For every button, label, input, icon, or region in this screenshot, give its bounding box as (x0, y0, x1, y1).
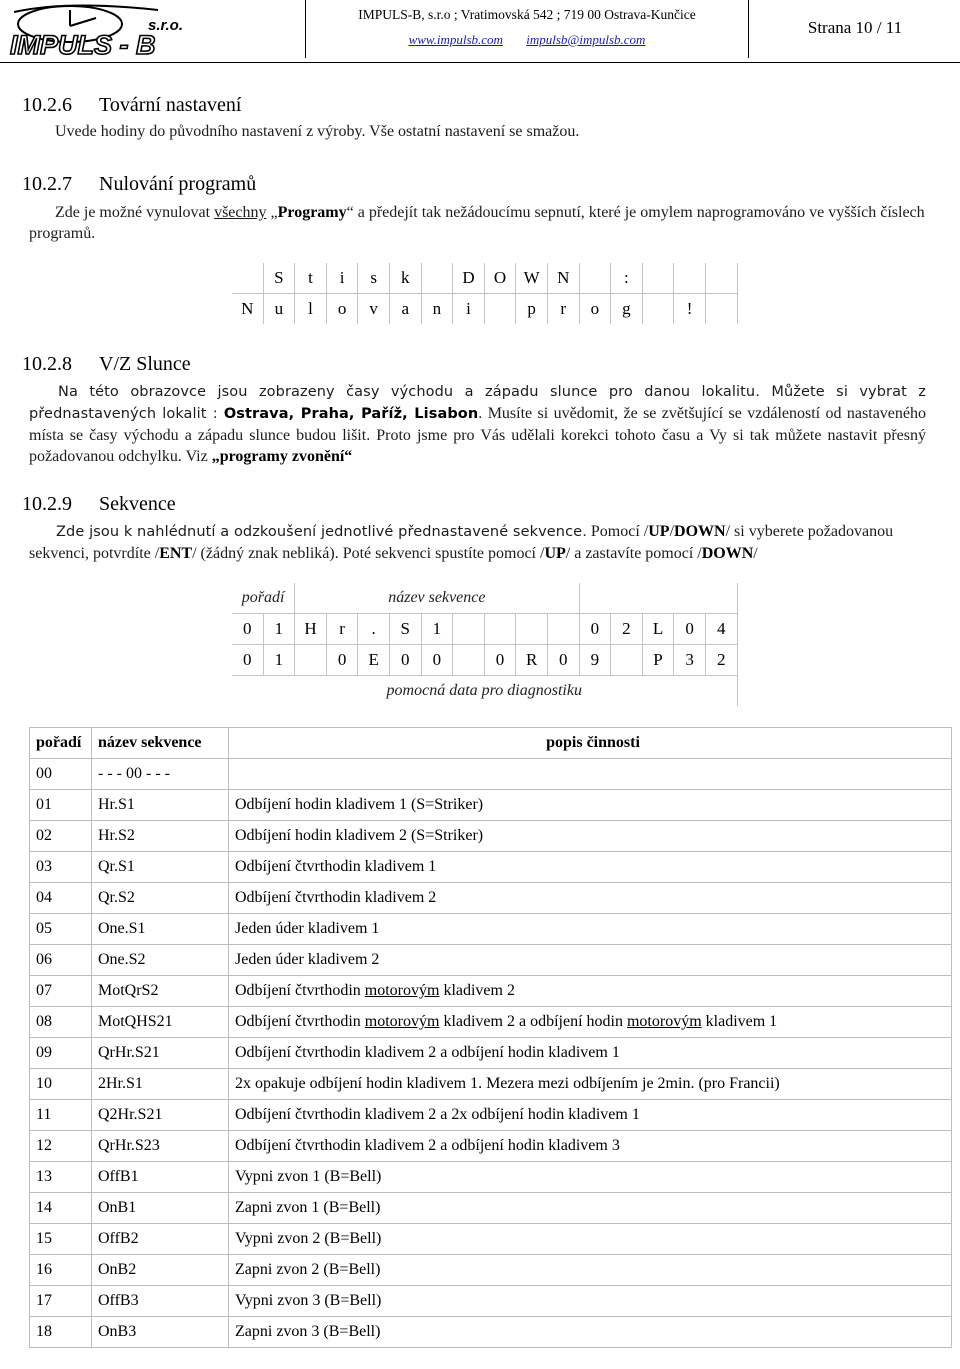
cell-order: 05 (30, 914, 92, 945)
cell-sequence-name: OffB1 (92, 1162, 229, 1193)
table-row (30, 1131, 952, 1162)
underlined-word: motorovým (364, 1013, 440, 1030)
cell-sequence-name: - - - 00 - - - (92, 759, 229, 790)
cell-order: 09 (30, 1038, 92, 1069)
display-cell: S (389, 614, 421, 645)
display-cell (705, 294, 737, 325)
display-cell (611, 645, 643, 676)
cell-sequence-name: Hr.S1 (92, 790, 229, 821)
table-row (30, 1162, 952, 1193)
cell-sequence-name: 2Hr.S1 (92, 1069, 229, 1100)
display-label-row (232, 676, 737, 707)
display-cell: 0 (484, 645, 516, 676)
section-text: Zde jsou k nahlédnutí a odzkoušení jednotlivé přednastavené sekvence. Pomocí /UP/DOWN/ si vyberete požadovanou sekvenci, potvrdíte /ENT/ (žádný znak nebliká). Poté sekvenci spustíte pomocí /UP/ a zastavíte pomocí /DOWN/ (29, 523, 894, 562)
cell-description (229, 759, 952, 790)
cell-sequence-name: Qr.S2 (92, 883, 229, 914)
cell-description: Odbíjení čtvrthodin kladivem 1 (229, 852, 952, 883)
cell-description: Odbíjení hodin kladivem 2 (S=Striker) (229, 821, 952, 852)
cell-description: Zapni zvon 2 (B=Bell) (229, 1255, 952, 1286)
display-cell: n (421, 294, 453, 325)
display-cell: s (358, 263, 390, 294)
cell-sequence-name: OffB2 (92, 1224, 229, 1255)
display-cell (579, 263, 611, 294)
cell-description: Odbíjení čtvrthodin motorovým kladivem 2 a odbíjení hodin motorovým kladivem 1 (229, 1007, 952, 1038)
cell-sequence-name: MotQHS21 (92, 1007, 229, 1038)
cell-order: 06 (30, 945, 92, 976)
cell-description: Zapni zvon 3 (B=Bell) (229, 1317, 952, 1348)
cell-order: 12 (30, 1131, 92, 1162)
display-label-row (232, 583, 737, 614)
display-cell (484, 614, 516, 645)
cell-sequence-name: OnB2 (92, 1255, 229, 1286)
label-sequence-name: název sekvence (295, 583, 579, 614)
table-row (30, 1069, 952, 1100)
email-link[interactable]: impulsb@impulsb.com (526, 32, 646, 47)
header-sequence-name: název sekvence (92, 728, 229, 759)
display-cell: L (642, 614, 674, 645)
header-divider (748, 0, 749, 58)
page-header (0, 0, 960, 62)
cell-sequence-name: One.S1 (92, 914, 229, 945)
table-row (30, 1193, 952, 1224)
display-cell (421, 263, 453, 294)
display-cell (705, 263, 737, 294)
display-cell: W (516, 263, 548, 294)
display-cell (674, 263, 706, 294)
display-cell (453, 614, 485, 645)
display-cell: N (547, 263, 579, 294)
label-order: pořadí (232, 583, 295, 614)
header-order: pořadí (30, 728, 92, 759)
cell-order: 08 (30, 1007, 92, 1038)
table-row (30, 1038, 952, 1069)
section-text: Uvede hodiny do původního nastavení z výroby. Vše ostatní nastavení se smažou. (55, 123, 580, 140)
display-cell: . (358, 614, 390, 645)
cell-description: Odbíjení čtvrthodin kladivem 2 a odbíjení hodin kladivem 3 (229, 1131, 952, 1162)
display-cell: S (263, 263, 295, 294)
page-number: Strana 10 / 11 (807, 18, 903, 37)
cell-sequence-name: One.S2 (92, 945, 229, 976)
cell-description: Vypni zvon 1 (B=Bell) (229, 1162, 952, 1193)
cell-description: Odbíjení hodin kladivem 1 (S=Striker) (229, 790, 952, 821)
display-cell (453, 645, 485, 676)
cell-order: 15 (30, 1224, 92, 1255)
cell-sequence-name: OnB3 (92, 1317, 229, 1348)
cell-description: Jeden úder kladivem 1 (229, 914, 952, 945)
table-row (30, 976, 952, 1007)
cell-description: Vypni zvon 2 (B=Bell) (229, 1224, 952, 1255)
table-header-row (30, 728, 952, 759)
display-cell: 1 (421, 614, 453, 645)
display-cell: 0 (547, 645, 579, 676)
underlined-word: motorovým (626, 1013, 702, 1030)
display-cell: o (579, 294, 611, 325)
section-text: Zde je možné vynulovat všechny „Programy“ a předejít tak nežádoucímu sepnutí, které je omylem naprogramováno ve vyšších číslech programů. (29, 204, 925, 242)
display-cell: a (389, 294, 421, 325)
cell-sequence-name: QrHr.S23 (92, 1131, 229, 1162)
section-number: 10.2.9 (22, 493, 72, 515)
cell-sequence-name: Qr.S1 (92, 852, 229, 883)
company-address: IMPULS-B, s.r.o ; Vratimovská 542 ; 719 00 Ostrava-Kunčice (358, 7, 696, 22)
label-diagnostics: pomocná data pro diagnostiku (232, 676, 737, 707)
underlined-word: motorovým (364, 982, 440, 999)
cell-description: Jeden úder kladivem 2 (229, 945, 952, 976)
display-cell: N (232, 294, 263, 325)
display-cell: 1 (263, 614, 295, 645)
display-cell (516, 614, 548, 645)
display-cell: g (611, 294, 643, 325)
cell-order: 00 (30, 759, 92, 790)
display-cell: 0 (579, 614, 611, 645)
section-title: Sekvence (99, 493, 176, 515)
display-cell: 0 (421, 645, 453, 676)
display-cell (642, 263, 674, 294)
display-cell: p (516, 294, 548, 325)
cell-description: Odbíjení čtvrthodin motorovým kladivem 2 (229, 976, 952, 1007)
header-rule (0, 62, 960, 63)
cell-order: 03 (30, 852, 92, 883)
display-cell: 0 (674, 614, 706, 645)
display-sequence (232, 583, 738, 706)
display-cell: 0 (326, 645, 358, 676)
display-cell: r (326, 614, 358, 645)
table-row (30, 1317, 952, 1348)
display-cell: R (516, 645, 548, 676)
cell-sequence-name: Q2Hr.S21 (92, 1100, 229, 1131)
display-cell: 3 (674, 645, 706, 676)
table-row (30, 1255, 952, 1286)
table-row (30, 821, 952, 852)
table-row (30, 1100, 952, 1131)
display-cell: H (295, 614, 327, 645)
display-cell (295, 645, 327, 676)
cell-order: 18 (30, 1317, 92, 1348)
table-row (30, 790, 952, 821)
display-cell: : (611, 263, 643, 294)
display-cell: v (358, 294, 390, 325)
cell-order: 07 (30, 976, 92, 1007)
logo-text: IMPULS - B (10, 30, 156, 58)
display-clear-programs (232, 263, 738, 324)
display-row (232, 645, 737, 676)
display-cell (484, 294, 516, 325)
cell-description: Odbíjení čtvrthodin kladivem 2 (229, 883, 952, 914)
display-cell: 9 (579, 645, 611, 676)
cell-sequence-name: MotQrS2 (92, 976, 229, 1007)
table-row (30, 883, 952, 914)
cell-order: 01 (30, 790, 92, 821)
display-cell: P (642, 645, 674, 676)
display-cell: E (358, 645, 390, 676)
cell-description: Odbíjení čtvrthodin kladivem 2 a 2x odbíjení hodin kladivem 1 (229, 1100, 952, 1131)
display-cell: 4 (705, 614, 737, 645)
sequence-table (29, 727, 952, 1348)
display-cell: ! (674, 294, 706, 325)
section-number: 10.2.7 (22, 173, 72, 195)
cell-description: Odbíjení čtvrthodin kladivem 2 a odbíjení hodin kladivem 1 (229, 1038, 952, 1069)
display-cell: O (484, 263, 516, 294)
display-cell: k (389, 263, 421, 294)
table-row (30, 945, 952, 976)
display-row (232, 294, 737, 325)
cell-sequence-name: OffB3 (92, 1286, 229, 1317)
display-cell: o (326, 294, 358, 325)
cell-sequence-name: Hr.S2 (92, 821, 229, 852)
display-row (232, 614, 737, 645)
display-cell: 0 (232, 645, 263, 676)
table-row (30, 1224, 952, 1255)
display-cell: i (453, 294, 485, 325)
impuls-b-logo (8, 4, 202, 58)
website-link[interactable]: www.impulsb.com (408, 32, 503, 47)
section-text: Na této obrazovce jsou zobrazeny časy východu a západu slunce pro danou lokalitu. Můžete si vybrat z přednastavených lokalit : Ostrava, Praha, Paříž, Lisabon. Musíte si uvědomit, že se zvětšující se vzdáleností od nastaveného místa se časy východu a západu slunce budou lišit. Proto jsme pro Vás udělali korekci tohoto času a Vy si tak můžete nastavit přesný požadovanou odchylku. Viz „programy zvonění“ (29, 384, 927, 465)
display-row (232, 263, 737, 294)
cell-order: 14 (30, 1193, 92, 1224)
display-cell (232, 263, 263, 294)
cell-order: 10 (30, 1069, 92, 1100)
table-row (30, 759, 952, 790)
header-links (306, 32, 748, 48)
display-cell (642, 294, 674, 325)
display-cell: l (295, 294, 327, 325)
cell-order: 16 (30, 1255, 92, 1286)
cell-order: 04 (30, 883, 92, 914)
cell-order: 02 (30, 821, 92, 852)
cell-sequence-name: OnB1 (92, 1193, 229, 1224)
cell-sequence-name: QrHr.S21 (92, 1038, 229, 1069)
cell-order: 11 (30, 1100, 92, 1131)
header-description: popis činnosti (229, 728, 952, 759)
section-title: Tovární nastavení (99, 94, 242, 116)
cell-order: 13 (30, 1162, 92, 1193)
display-cell: r (547, 294, 579, 325)
display-cell: 2 (611, 614, 643, 645)
display-cell: u (263, 294, 295, 325)
cell-description: Zapni zvon 1 (B=Bell) (229, 1193, 952, 1224)
display-cell (547, 614, 579, 645)
section-number: 10.2.8 (22, 353, 72, 375)
display-cell: 0 (232, 614, 263, 645)
table-row (30, 852, 952, 883)
display-cell: t (295, 263, 327, 294)
display-cell: 1 (263, 645, 295, 676)
section-number: 10.2.6 (22, 94, 72, 116)
table-row (30, 1286, 952, 1317)
cell-order: 17 (30, 1286, 92, 1317)
logo-sro-text: s.r.o. (148, 17, 184, 34)
display-cell: i (326, 263, 358, 294)
table-row (30, 914, 952, 945)
table-row (30, 1007, 952, 1038)
cell-description: Vypni zvon 3 (B=Bell) (229, 1286, 952, 1317)
display-cell: D (453, 263, 485, 294)
section-title: Nulování programů (99, 173, 257, 195)
display-cell: 2 (705, 645, 737, 676)
section-title: V/Z Slunce (99, 353, 191, 375)
cell-description: 2x opakuje odbíjení hodin kladivem 1. Mezera mezi odbíjením je 2min. (pro Francii) (229, 1069, 952, 1100)
display-cell: 0 (389, 645, 421, 676)
